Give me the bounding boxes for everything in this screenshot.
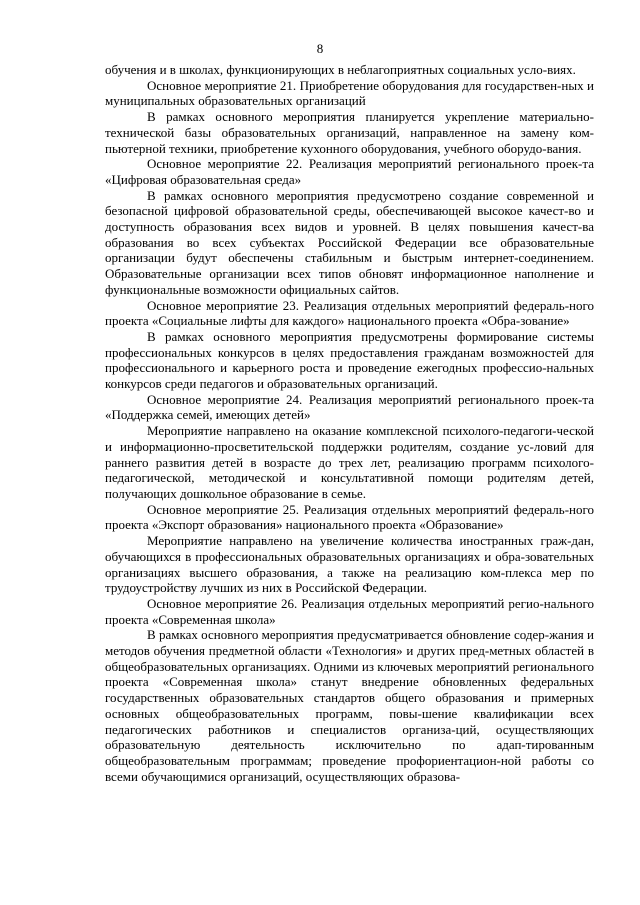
paragraph-measure-26: В рамках основного мероприятия предусматривается обновление содер-жания и методов обучения предметной области «Технология» и других пред-метных областей в общеобразовательных организациях. Одними из ключевых мероприятий регионального проекта «Современная школа» станут внедрение обновленных федеральных государственных образовательных стандартов общего образования и примерных основных общеобразовательных программ, повы-шение квалификации всех педагогических работников и специалистов организа-ций, осуществляющих образовательную деятельность исключительно по адап-тированным общеобразовательным программам; проведение профориентацион-ной работы со всеми обучающимися организаций, осуществляющих образова- (105, 627, 594, 784)
page-body (105, 62, 594, 784)
heading-measure-26: Основное мероприятие 26. Реализация отдельных мероприятий регио-нального проекта «Современная школа» (105, 595, 594, 627)
heading-measure-21: Основное мероприятие 21. Приобретение оборудования для государствен-ных и муниципальных образовательных организаций (105, 77, 594, 109)
paragraph-measure-22: В рамках основного мероприятия предусмотрено создание современной и безопасной цифровой образовательной среды, обеспечивающей высокое качест-во и доступность образования всех видов и уровней. В целях повышения качест-ва образования во всех субъектах Российской Федерации все образовательные организации будут обеспечены стабильным и быстрым интернет-соединением. Образовательные организации всех типов обновят информационное наполнение и функциональные возможности официальных сайтов. (105, 187, 594, 297)
paragraph-measure-25: Мероприятие направлено на увеличение количества иностранных граж-дан, обучающихся в профессиональных образовательных организациях и обра-зовательных организациях высшего образования, а также на реализацию ком-плекса мер по трудоустройству лучших из них в Российской Федерации. (105, 533, 594, 596)
heading-measure-22: Основное мероприятие 22. Реализация мероприятий регионального проек-та «Цифровая образовательная среда» (105, 156, 594, 187)
heading-measure-24: Основное мероприятие 24. Реализация мероприятий регионального проек-та «Поддержка семей, имеющих детей» (105, 391, 594, 423)
paragraph-measure-24: Мероприятие направлено на оказание комплексной психолого-педагоги-ческой и информационно-просветительской поддержки родителям, создание ус-ловий для раннего развития детей в возрасте до трех лет, реализацию программ психолого-педагогической, методической и консультативной помощи родителям детей, получающих дошкольное образование в семье. (105, 423, 594, 501)
heading-measure-23: Основное мероприятие 23. Реализация отдельных мероприятий федераль-ного проекта «Социальные лифты для каждого» национального проекта «Обра-зование» (105, 297, 594, 329)
page-number: 8 (316, 41, 324, 56)
paragraph-measure-21: В рамках основного мероприятия планируется укрепление материально-технической базы образовательных организаций, направленное на замену ком-пьютерной техники, приобретение кухонного оборудования, учебного оборудо-вания. (105, 109, 594, 156)
heading-measure-25: Основное мероприятие 25. Реализация отдельных мероприятий федераль-ного проекта «Экспорт образования» национального проекта «Образование» (105, 501, 594, 533)
paragraph-continuation: обучения и в школах, функционирующих в неблагоприятных социальных усло-виях. (105, 62, 576, 77)
paragraph-measure-23: В рамках основного мероприятия предусмотрены формирование системы профессиональных конкурсов в целях предоставления гражданам возможностей для профессионального и карьерного роста и проведение ежегодных профессио-нальных конкурсов среди педагогов и образовательных организаций. (105, 328, 594, 392)
